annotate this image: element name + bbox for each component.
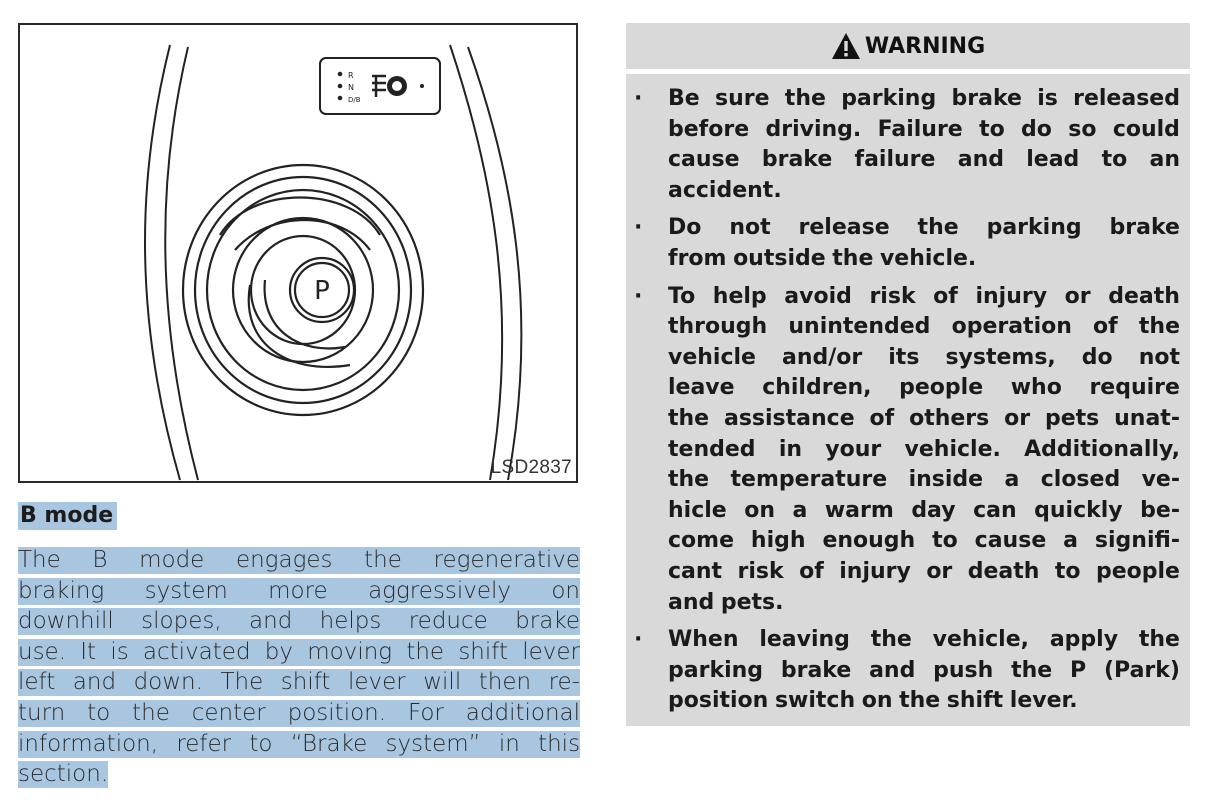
word: vehicle,: [932, 627, 1029, 653]
word: mode: [139, 547, 205, 573]
word: the: [1138, 627, 1180, 653]
word: regenerative: [433, 547, 581, 573]
word: refer: [176, 730, 232, 757]
word: apply: [1049, 627, 1119, 653]
word: temperature: [730, 467, 888, 493]
word: leaving: [759, 627, 850, 653]
word: more: [268, 577, 328, 604]
word: the: [784, 86, 826, 111]
highlight-gap: [406, 669, 424, 696]
word: down.: [133, 669, 203, 696]
warning-line: [668, 496, 1180, 527]
word: To: [668, 283, 696, 309]
highlight-gap: [104, 578, 144, 605]
word: switch: [774, 688, 856, 714]
word: brake: [515, 608, 580, 635]
warning-line: [668, 588, 1180, 619]
word: additional: [465, 699, 581, 726]
bullet-dot-icon: ·: [634, 283, 643, 309]
word: When: [668, 627, 739, 653]
word: P: [1070, 657, 1087, 683]
word: of: [799, 558, 824, 584]
word: unat-: [1114, 405, 1180, 431]
word: lever: [347, 669, 406, 696]
highlight-gap: [328, 578, 368, 605]
word: on: [744, 497, 775, 523]
word: to: [979, 116, 1005, 142]
word: is: [110, 638, 129, 665]
figure-id-label: LSD2837: [490, 457, 572, 478]
word: the: [364, 547, 402, 573]
text-line: [18, 759, 580, 790]
word: system: [144, 577, 228, 604]
word: Do: [668, 215, 702, 241]
word: B: [92, 547, 108, 573]
word: then: [478, 669, 532, 696]
word: brake: [951, 86, 1022, 111]
highlight-gap: [96, 639, 110, 666]
word: use.: [18, 638, 67, 665]
word: who: [1010, 375, 1062, 401]
word: accident.: [668, 177, 782, 203]
word: “Brake: [290, 730, 368, 757]
highlight-gap: [251, 639, 265, 666]
warning-line: [668, 686, 1180, 717]
section-heading: B mode: [18, 502, 117, 530]
word: can: [973, 497, 1017, 523]
warning-line: [668, 176, 1180, 207]
word: high: [750, 528, 806, 554]
word: outside: [733, 245, 826, 271]
word: of: [869, 405, 895, 431]
word: cant: [668, 558, 723, 584]
word: hicle: [668, 497, 727, 523]
highlight-gap: [531, 669, 549, 696]
highlight-gap: [129, 639, 143, 666]
word: people: [1095, 558, 1180, 584]
word: Failure: [877, 116, 963, 142]
highlight-gap: [266, 700, 288, 727]
word: cause: [668, 147, 740, 173]
word: to: [87, 699, 111, 726]
warning-bullet: [626, 282, 1190, 619]
highlight-gap: [444, 700, 466, 727]
highlight-gap: [61, 547, 93, 574]
word: or: [1064, 283, 1091, 309]
word: avoid: [784, 283, 852, 309]
word: the: [832, 245, 874, 271]
highlight-gap: [66, 639, 80, 666]
word: the: [1011, 657, 1053, 683]
word: pets.: [720, 589, 784, 615]
word: re-: [548, 669, 580, 696]
warning-line: [668, 343, 1180, 374]
text-line: [18, 637, 580, 668]
word: is: [1037, 86, 1058, 111]
highlight-gap: [107, 547, 139, 574]
highlight-gap: [114, 608, 141, 635]
indicator-n: N: [348, 83, 354, 92]
word: enough: [822, 528, 916, 554]
word: the: [899, 688, 941, 714]
warning-line: [668, 213, 1180, 244]
word: require: [1089, 375, 1180, 401]
word: before: [668, 116, 750, 142]
word: the: [406, 638, 445, 665]
word: on: [551, 577, 580, 604]
word: people: [899, 375, 984, 401]
word: to: [932, 528, 958, 554]
bullet-dot-icon: ·: [634, 215, 643, 241]
warning-bullet: [626, 625, 1190, 717]
word: shift: [280, 669, 331, 696]
word: this: [538, 730, 581, 757]
highlight-gap: [381, 608, 408, 635]
highlight-gap: [65, 700, 87, 727]
highlight-gap: [231, 731, 249, 758]
p-button-letter: P: [314, 276, 330, 306]
word: The: [220, 669, 264, 696]
warning-line: [668, 526, 1180, 557]
word: reduce: [408, 608, 488, 635]
word: push: [933, 657, 994, 683]
word: lever: [522, 638, 580, 665]
indicator-db: D/B: [348, 96, 361, 104]
highlight-gap: [508, 639, 522, 666]
word: operation: [951, 314, 1072, 340]
highlight-gap: [204, 547, 236, 574]
highlight-gap: [444, 639, 458, 666]
word: signifi-: [1094, 528, 1180, 554]
word: will: [423, 669, 462, 696]
word: and: [72, 669, 117, 696]
word: pets: [1044, 405, 1100, 431]
word: activated: [142, 638, 251, 665]
warning-triangle-icon: [831, 32, 861, 60]
word: do: [1081, 344, 1113, 370]
word: of: [933, 283, 958, 309]
warning-line: [668, 465, 1180, 496]
word: brake: [1109, 215, 1180, 241]
word: sure: [714, 86, 770, 111]
word: left: [18, 669, 56, 696]
word: shift: [458, 638, 508, 665]
warning-line: [668, 404, 1180, 435]
word: inside: [908, 467, 984, 493]
word: aggressively: [368, 577, 511, 604]
highlight-gap: [333, 547, 365, 574]
word: brake: [780, 657, 852, 683]
word: system”: [385, 730, 481, 757]
word: by: [264, 638, 293, 665]
word: helps: [319, 608, 382, 635]
word: and/or: [781, 344, 863, 370]
warning-line: [668, 373, 1180, 404]
shift-lever-illustration: [18, 23, 578, 483]
word: be-: [1140, 497, 1180, 523]
word: release: [798, 215, 890, 241]
word: For: [407, 699, 444, 726]
highlight-gap: [386, 700, 408, 727]
word: to: [249, 730, 273, 757]
word: position.: [287, 699, 387, 726]
word: center: [191, 699, 266, 726]
word: Be: [668, 86, 700, 111]
warning-bullet: [626, 84, 1190, 206]
word: Additionally,: [1024, 436, 1180, 462]
warning-bullet: [626, 213, 1190, 274]
highlight-gap: [292, 608, 319, 635]
word: and: [249, 608, 293, 635]
word: vehicle.: [904, 436, 1001, 462]
word: cause: [974, 528, 1047, 554]
word: to: [1054, 558, 1081, 584]
word: It: [80, 638, 97, 665]
word: and: [957, 147, 1004, 173]
highlight-gap: [367, 731, 385, 758]
warning-body: [626, 74, 1190, 726]
word: moving: [307, 638, 393, 665]
word: (Park): [1103, 657, 1180, 683]
text-line: [18, 729, 580, 760]
word: unintended: [788, 314, 931, 340]
indicator-r: R: [348, 71, 354, 80]
highlight-gap: [402, 547, 434, 574]
word: of: [1093, 314, 1118, 340]
highlight-gap: [511, 578, 551, 605]
warning-line: [668, 312, 1180, 343]
word: or: [926, 558, 953, 584]
word: come: [668, 528, 734, 554]
highlight-gap: [203, 669, 221, 696]
word: section.: [18, 761, 109, 788]
word: parking: [986, 215, 1082, 241]
bullet-dot-icon: ·: [634, 627, 643, 653]
word: the: [1138, 314, 1180, 340]
word: the: [870, 627, 912, 653]
word: brake: [761, 147, 833, 173]
warning-line: [668, 656, 1180, 687]
word: a: [1063, 528, 1079, 554]
word: risk: [869, 283, 916, 309]
word: downhill: [18, 608, 114, 635]
word: the: [917, 215, 959, 241]
word: turn: [18, 699, 66, 726]
text-line: [18, 576, 580, 607]
word: risk: [737, 558, 784, 584]
word: a: [1004, 467, 1020, 493]
word: information,: [18, 730, 159, 757]
word: its: [888, 344, 920, 370]
word: could: [1112, 116, 1180, 142]
section-body-text: [18, 545, 580, 790]
highlight-gap: [273, 731, 291, 758]
highlight-gap: [481, 731, 499, 758]
warning-line: [668, 115, 1180, 146]
shift-indicator-panel: [338, 71, 424, 104]
text-line: [18, 698, 580, 729]
text-line: [18, 606, 580, 637]
word: vehicle: [668, 344, 756, 370]
word: and: [668, 589, 715, 615]
warning-bullet-list: [626, 84, 1190, 717]
word: position: [668, 688, 769, 714]
word: others: [909, 405, 990, 431]
shift-lever-drawing: [20, 25, 578, 483]
word: parking: [668, 657, 764, 683]
word: The: [18, 547, 61, 573]
word: driving.: [765, 116, 862, 142]
word: parking: [841, 86, 937, 111]
word: on: [861, 688, 893, 714]
word: day: [911, 497, 956, 523]
warning-title: WARNING: [864, 33, 986, 59]
warning-line: [668, 244, 1180, 275]
word: released: [1073, 86, 1180, 111]
highlight-gap: [392, 639, 406, 666]
word: injury: [975, 283, 1048, 309]
highlight-gap: [263, 669, 281, 696]
word: leave: [668, 375, 735, 401]
word: in: [778, 436, 803, 462]
warning-line: [668, 145, 1180, 176]
shift-knob-rings: [183, 165, 423, 415]
highlight-gap: [330, 669, 348, 696]
highlight-gap: [222, 608, 249, 635]
highlight-gap: [228, 578, 268, 605]
word: from: [668, 245, 727, 271]
highlight-gap: [461, 669, 479, 696]
word: your: [825, 436, 882, 462]
word: the: [668, 405, 710, 431]
highlight-gap: [170, 700, 192, 727]
word: the: [132, 699, 170, 726]
word: do: [1021, 116, 1052, 142]
text-line: [18, 667, 580, 698]
highlight-gap: [488, 608, 515, 635]
word: a: [792, 497, 808, 523]
highlight-gap: [158, 731, 176, 758]
word: not: [1138, 344, 1180, 370]
highlight-gap: [293, 639, 307, 666]
word: warm: [824, 497, 894, 523]
warning-line: [668, 625, 1180, 656]
word: so: [1068, 116, 1097, 142]
word: injury: [839, 558, 911, 584]
word: ve-: [1141, 467, 1180, 493]
word: shift: [946, 688, 1004, 714]
word: lead: [1026, 147, 1080, 173]
word: tended: [668, 436, 756, 462]
highlight-gap: [520, 731, 538, 758]
highlight-gap: [116, 669, 134, 696]
word: in: [498, 730, 520, 757]
word: through: [668, 314, 768, 340]
word: death: [1108, 283, 1180, 309]
word: lever.: [1009, 688, 1078, 714]
word: assistance: [723, 405, 855, 431]
warning-line: [668, 557, 1180, 588]
word: and: [869, 657, 916, 683]
word: failure: [854, 147, 936, 173]
highlight-gap: [110, 700, 132, 727]
warning-line: [668, 435, 1180, 466]
bullet-dot-icon: ·: [634, 86, 643, 111]
word: not: [729, 215, 771, 241]
word: quickly: [1034, 497, 1123, 523]
word: death: [967, 558, 1040, 584]
word: systems,: [945, 344, 1056, 370]
word: braking: [18, 577, 105, 604]
word: or: [1004, 405, 1031, 431]
warning-line: [668, 84, 1180, 115]
text-line: [18, 545, 580, 576]
word: slopes,: [141, 608, 222, 635]
word: the: [668, 467, 710, 493]
warning-line: [668, 282, 1180, 313]
word: children,: [762, 375, 872, 401]
warning-header: [626, 23, 1190, 69]
highlight-gap: [55, 669, 73, 696]
word: vehicle.: [879, 245, 977, 271]
word: engages: [235, 547, 333, 573]
word: an: [1149, 147, 1180, 173]
word: to: [1101, 147, 1128, 173]
word: help: [712, 283, 767, 309]
word: closed: [1040, 467, 1121, 493]
